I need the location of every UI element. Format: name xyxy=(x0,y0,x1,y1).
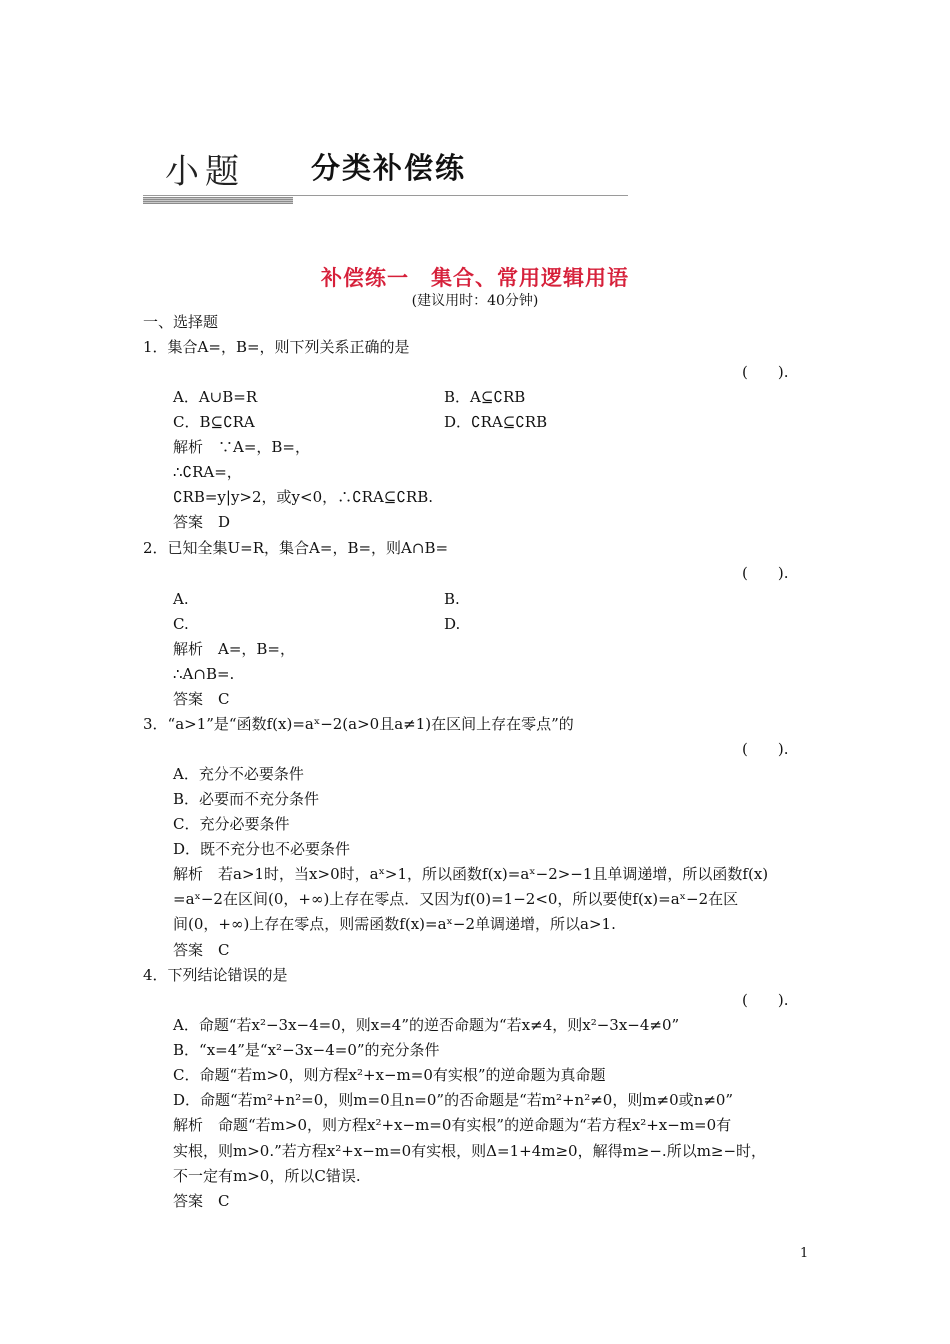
q4-option-b: B．“x=4”是“x²−3x−4=0”的充分条件 xyxy=(173,1041,440,1059)
q4-solution-line: 解析 命题“若m>0，则方程x²+x−m=0有实根”的逆命题为“若方程x²+x−m=0有 xyxy=(173,1116,732,1134)
q4-option-c: C．命题“若m>0，则方程x²+x−m=0有实根”的逆命题为真命题 xyxy=(173,1066,606,1084)
q4-solution-line: 实根，则m>0.”若方程x²+x−m=0有实根，则Δ=1+4m≥0，解得m≥−.所以m≥−时， xyxy=(173,1142,767,1160)
q2-answer-blank: ( ). xyxy=(742,564,789,582)
q4-option-a: A．命题“若x²−3x−4=0，则x=4”的逆否命题为“若x≠4，则x²−3x−4≠0” xyxy=(173,1016,680,1034)
q3-option-c: C．充分必要条件 xyxy=(173,815,290,833)
q3-stem: 3．“a>1”是“函数f(x)=aˣ−2(a>0且a≠1)在区间上存在零点”的 xyxy=(143,715,574,733)
q1-option-a: A．A∪B=R xyxy=(173,388,258,406)
q2-option-c: C. xyxy=(173,615,189,633)
q3-solution-line: 解析 若a>1时，当x>0时，aˣ>1，所以函数f(x)=aˣ−2>−1且单调递增，所以函数f(x) xyxy=(173,865,769,883)
q2-option-d: D. xyxy=(444,615,461,633)
q4-stem: 4．下列结论错误的是 xyxy=(143,966,288,984)
banner-bar xyxy=(143,197,293,204)
q1-option-b: B．A⊆∁RB xyxy=(444,388,526,406)
q1-option-d: D．∁RA⊆∁RB xyxy=(444,413,548,431)
q4-answer: 答案 C xyxy=(173,1192,230,1210)
q4-answer-blank: ( ). xyxy=(742,991,789,1009)
q1-solution-line: ∁RB=y|y>2，或y<0，∴∁RA⊆∁RB. xyxy=(173,488,433,506)
section-banner xyxy=(143,138,628,208)
q3-option-d: D．既不充分也不必要条件 xyxy=(173,840,351,858)
q3-option-a: A．充分不必要条件 xyxy=(173,765,304,783)
page-number: 1 xyxy=(800,1246,809,1261)
q1-answer-blank: ( ). xyxy=(742,363,789,381)
banner-small-title: 小题 xyxy=(165,152,245,192)
q1-solution-line: 解析 ∵A=，B=， xyxy=(173,438,310,456)
q3-answer: 答案 C xyxy=(173,941,230,959)
q1-answer: 答案 D xyxy=(173,513,231,531)
q3-option-b: B．必要而不充分条件 xyxy=(173,790,320,808)
q1-solution-line: ∴∁RA=， xyxy=(173,463,242,481)
q2-option-a: A. xyxy=(173,590,189,608)
q4-solution-line: 不一定有m>0，所以C错误. xyxy=(173,1167,361,1185)
q1-option-c: C．B⊆∁RA xyxy=(173,413,255,431)
q4-option-d: D．命题“若m²+n²=0，则m=0且n=0”的否命题是“若m²+n²≠0，则m≠0或n≠0” xyxy=(173,1091,734,1109)
q2-stem: 2．已知全集U=R，集合A=，B=，则A∩B= xyxy=(143,539,449,557)
q2-option-b: B. xyxy=(444,590,460,608)
q3-solution-line: =aˣ−2在区间(0，+∞)上存在零点．又因为f(0)=1−2<0，所以要使f(x)=aˣ−2在区 xyxy=(173,890,739,908)
banner-rule xyxy=(143,195,628,196)
q3-solution-line: 间(0，+∞)上存在零点，则需函数f(x)=aˣ−2单调递增，所以a>1. xyxy=(173,915,616,933)
q1-stem: 1．集合A=，B=，则下列关系正确的是 xyxy=(143,338,410,356)
q2-answer: 答案 C xyxy=(173,690,230,708)
q2-solution-line: ∴A∩B=. xyxy=(173,665,235,683)
q3-answer-blank: ( ). xyxy=(742,740,789,758)
banner-main-title: 分类补偿练 xyxy=(311,151,467,185)
q2-solution-line: 解析 A=，B=， xyxy=(173,640,295,658)
section-heading: 一、选择题 xyxy=(143,313,219,331)
page-title: 补偿练一 集合、常用逻辑用语 xyxy=(321,265,629,290)
page-subtitle: (建议用时：40分钟) xyxy=(411,293,539,309)
